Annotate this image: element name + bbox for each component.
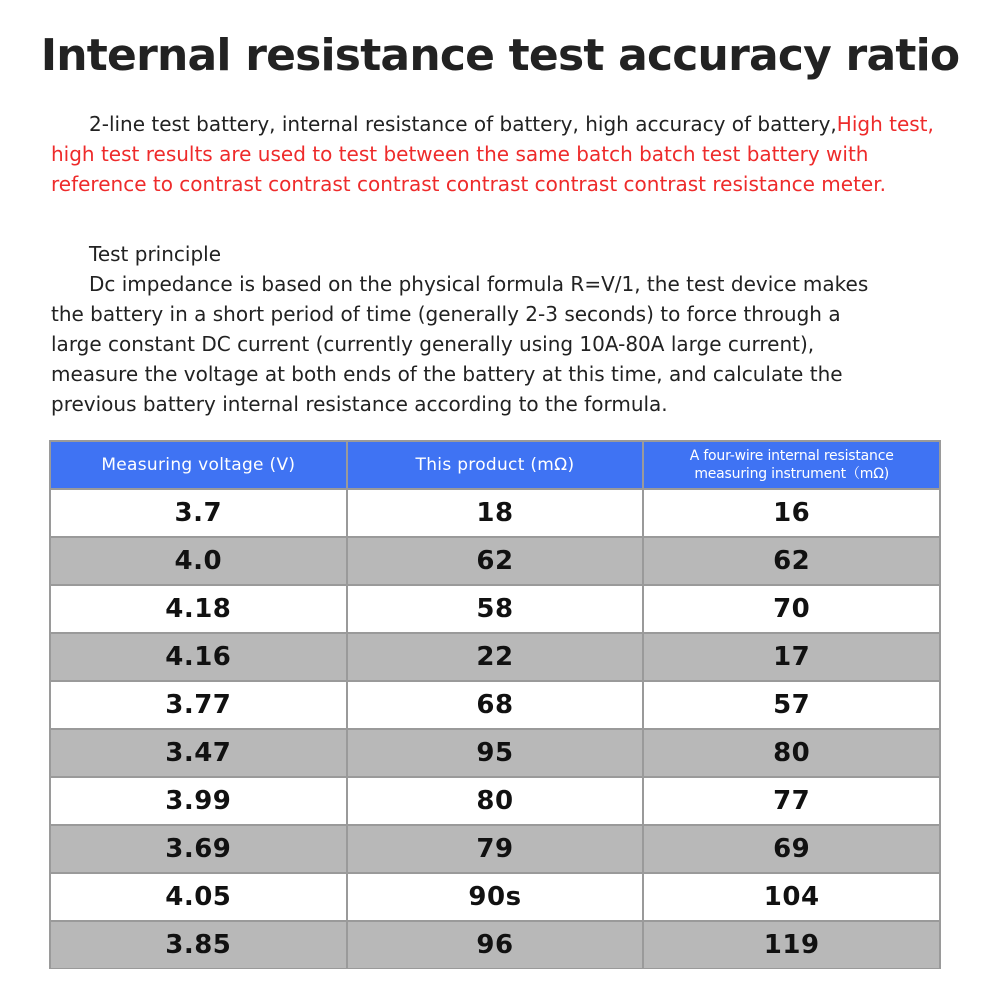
table-row [51,730,939,776]
cell-four-wire: 69 [644,826,939,872]
cell-this-product: 58 [348,586,643,632]
cell-voltage: 3.7 [51,490,346,536]
principle-line: Dc impedance is based on the physical formula R=V/1, the test device makes [89,272,869,296]
table-row [51,922,939,968]
cell-voltage: 3.69 [51,826,346,872]
cell-voltage: 3.99 [51,778,346,824]
cell-voltage: 4.16 [51,634,346,680]
page-title: Internal resistance test accuracy ratio [40,30,960,81]
comparison-table-wrapper [49,440,941,969]
principle-line: previous battery internal resistance according to the formula. [51,392,668,416]
cell-voltage: 3.77 [51,682,346,728]
table-row [51,538,939,584]
cell-four-wire: 17 [644,634,939,680]
cell-four-wire: 104 [644,874,939,920]
principle-line: measure the voltage at both ends of the battery at this time, and calculate the [51,362,843,386]
cell-four-wire: 119 [644,922,939,968]
intro-text: 2-line test battery, internal resistance of battery, high accuracy of battery, [89,112,837,136]
header-measuring-voltage: Measuring voltage (V) [51,442,346,488]
cell-this-product: 80 [348,778,643,824]
intro-highlight-text: High test, high test results are used to test between the same batch batch test battery with reference to contrast contrast contrast contrast contrast contrast resistance meter. [51,112,934,196]
cell-four-wire: 62 [644,538,939,584]
comparison-table [49,440,941,970]
cell-voltage: 4.05 [51,874,346,920]
table-header-row [51,442,939,488]
cell-this-product: 22 [348,634,643,680]
cell-four-wire: 77 [644,778,939,824]
principle-line: the battery in a short period of time (generally 2-3 seconds) to force through a [51,302,841,326]
principle-heading: Test principle [89,242,222,266]
cell-this-product: 68 [348,682,643,728]
header-this-product: This product (mΩ) [348,442,643,488]
cell-voltage: 4.18 [51,586,346,632]
cell-four-wire: 80 [644,730,939,776]
table-row [51,586,939,632]
cell-voltage: 3.85 [51,922,346,968]
cell-this-product: 90s [348,874,643,920]
cell-voltage: 3.47 [51,730,346,776]
table-row [51,634,939,680]
cell-four-wire: 16 [644,490,939,536]
cell-this-product: 95 [348,730,643,776]
cell-this-product: 62 [348,538,643,584]
cell-four-wire: 57 [644,682,939,728]
table-row [51,490,939,536]
cell-this-product: 79 [348,826,643,872]
header-four-wire-instrument: A four-wire internal resistance measuring instrument（mΩ) [644,442,939,488]
table-row [51,826,939,872]
cell-voltage: 4.0 [51,538,346,584]
cell-this-product: 18 [348,490,643,536]
table-row [51,778,939,824]
cell-four-wire: 70 [644,586,939,632]
principle-line: large constant DC current (currently generally using 10A-80A large current), [51,332,815,356]
table-row [51,682,939,728]
cell-this-product: 96 [348,922,643,968]
intro-paragraph [51,109,951,199]
table-row [51,874,939,920]
test-principle-section [51,239,951,419]
